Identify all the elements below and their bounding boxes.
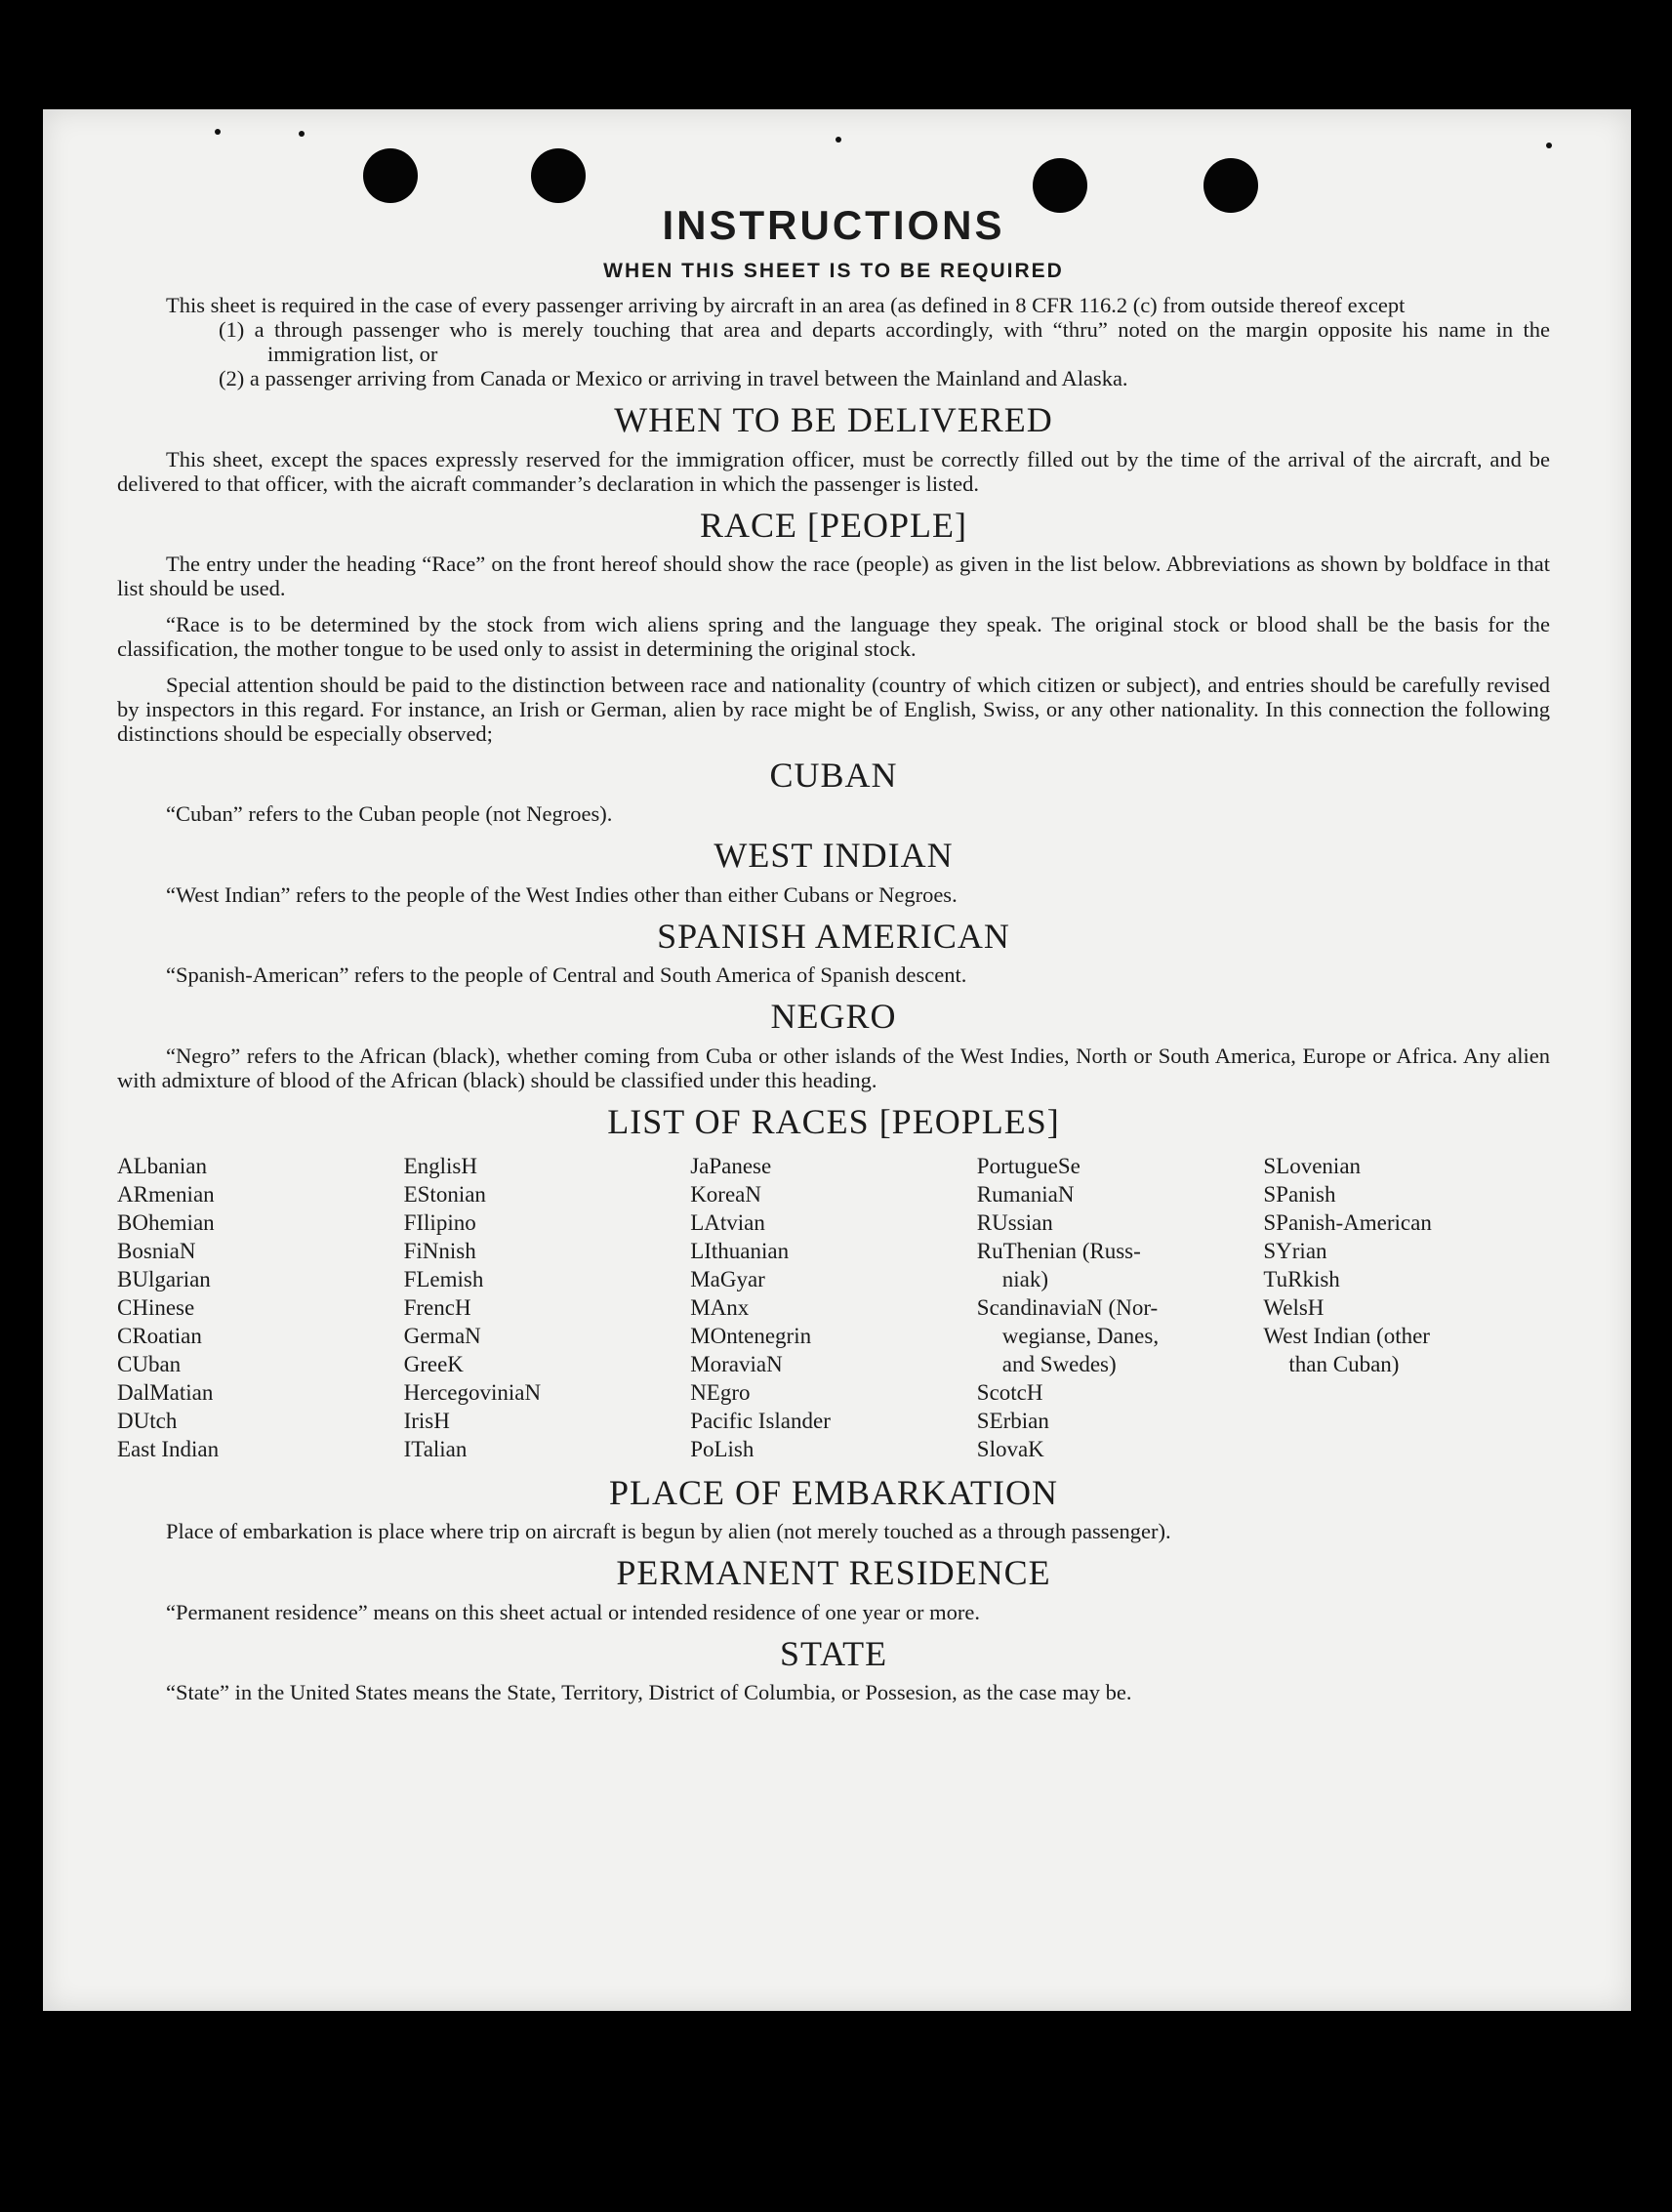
page-subtitle: WHEN THIS SHEET IS TO BE REQUIRED [603, 260, 1064, 283]
speck [215, 129, 221, 135]
section-heading-delivered: WHEN TO BE DELIVERED [614, 400, 1053, 440]
race-entry: SErbian [976, 1408, 1049, 1433]
section-heading-race: RACE [PEOPLE] [700, 505, 967, 545]
race-entry: WelsH [1263, 1294, 1325, 1320]
race-entry: LIthuanian [690, 1238, 790, 1263]
race-entry: IrisH [403, 1408, 450, 1433]
race-entry-continued: niak) [1001, 1266, 1049, 1291]
state-paragraph: “State” in the United States means the State, Territory, District of Columbia, or Possesion, as the case may be. [166, 1680, 1132, 1705]
race-entry: Pacific Islander [690, 1408, 831, 1433]
page-title: INSTRUCTIONS [662, 202, 1005, 248]
race-entry: SlovaK [976, 1436, 1044, 1461]
race-entry: DalMatian [117, 1379, 214, 1405]
race-entry-continued: and Swedes) [1001, 1351, 1117, 1376]
race-entry: DUtch [117, 1408, 178, 1433]
speck [1546, 143, 1552, 148]
negro-paragraph: “Negro” refers to the African (black), whether coming from Cuba or other islands of the West Indies, North or South America, Europe or Africa. Any alien with admixture of blood of the African (black) should be classified under this heading. [117, 1043, 1550, 1092]
race-entry: CRoatian [117, 1323, 202, 1348]
intro-paragraph: This sheet is required in the case of every passenger arriving by aircraft in an area (as defined in 8 CFR 116.2 (c) from outside thereof except [166, 293, 1406, 318]
exception-item: (1) a through passenger who is merely touching that area and departs accordingly, with “thru” noted on the margin opposite his name in the immigration list, or [219, 317, 1550, 367]
races-column [404, 1152, 691, 1463]
document-page [43, 109, 1631, 2011]
west-indian-paragraph: “West Indian” refers to the people of the West Indies other than either Cubans or Negroes. [166, 881, 958, 907]
race-entry-continued: wegianse, Danes, [1001, 1323, 1160, 1348]
race-entry: SLovenian [1263, 1153, 1362, 1178]
section-heading-cuban: CUBAN [769, 755, 898, 795]
race-entry: ITalian [403, 1436, 468, 1461]
delivered-paragraph: This sheet, except the spaces expressly reserved for the immigration officer, must be correctly filled out by the time of the arrival of the aircraft, and be delivered to that officer, with the aicraft commander’s declaration in which the passenger is listed. [117, 446, 1550, 496]
race-entry: CHinese [117, 1294, 195, 1320]
race-entry: GermaN [403, 1323, 481, 1348]
residence-paragraph: “Permanent residence” means on this sheet actual or intended residence of one year or more. [166, 1599, 981, 1624]
race-entry: West Indian (other [1263, 1323, 1430, 1348]
race-entry: CUban [117, 1351, 182, 1376]
race-entry: JaPanese [690, 1153, 772, 1178]
race-entry: EnglisH [403, 1153, 477, 1178]
race-entry: KoreaN [690, 1181, 761, 1207]
race-entry: FIlipino [403, 1209, 476, 1235]
race-entry: RumaniaN [976, 1181, 1075, 1207]
exception-item: (2) a passenger arriving from Canada or Mexico or arriving in travel between the Mainland and Alaska. [219, 366, 1128, 391]
races-column [117, 1152, 404, 1463]
race-entry: SYrian [1263, 1238, 1327, 1263]
punch-hole [531, 148, 586, 203]
race-entry: RuThenian (Russ- [976, 1238, 1141, 1263]
race-entry: BOhemian [117, 1209, 215, 1235]
races-list [117, 1152, 1550, 1463]
race-entry: BUlgarian [117, 1266, 211, 1291]
race-entry-continued: than Cuban) [1288, 1351, 1400, 1376]
race-paragraph: Special attention should be paid to the distinction between race and nationality (country of which citizen or subject), and entries should be carefully revised by inspectors in this regard. For instance, an Irish or German, alien by race might be of English, Swiss, or any other nationality. In this connection the following distinctions should be especially observed; [117, 672, 1550, 746]
race-entry: East Indian [117, 1436, 220, 1461]
race-entry: NEgro [690, 1379, 751, 1405]
section-heading-spanish-american: SPANISH AMERICAN [657, 916, 1010, 956]
races-column [690, 1152, 977, 1463]
race-entry: PoLish [690, 1436, 754, 1461]
speck [836, 137, 841, 143]
instructions-content [117, 203, 1550, 1704]
race-entry: SPanish-American [1263, 1209, 1432, 1235]
section-heading-negro: NEGRO [770, 997, 897, 1037]
spanish-american-paragraph: “Spanish-American” refers to the people of Central and South America of Spanish descent. [166, 963, 967, 988]
race-entry: HercegoviniaN [403, 1379, 542, 1405]
race-entry: BosniaN [117, 1238, 196, 1263]
race-entry: MaGyar [690, 1266, 765, 1291]
race-entry: FrencH [403, 1294, 471, 1320]
race-entry: SPanish [1263, 1181, 1336, 1207]
race-entry: PortugueSe [976, 1153, 1081, 1178]
race-paragraph: “Race is to be determined by the stock from wich aliens spring and the language they speak. The original stock or blood shall be the basis for the classification, the mother tongue to be used only to assist in determining the original stock. [117, 611, 1550, 661]
section-heading-west-indian: WEST INDIAN [714, 836, 954, 876]
race-entry: LAtvian [690, 1209, 765, 1235]
section-heading-embarkation: PLACE OF EMBARKATION [608, 1472, 1059, 1512]
race-paragraph: The entry under the heading “Race” on the front hereof should show the race (people) as given in the list below. Abbreviations as shown by boldface in that list should be used. [117, 551, 1550, 600]
section-heading-list: LIST OF RACES [PEOPLES] [607, 1101, 1060, 1141]
race-entry: MAnx [690, 1294, 750, 1320]
punch-hole [363, 148, 418, 203]
race-entry: ScotcH [976, 1379, 1043, 1405]
race-entry: GreeK [403, 1351, 464, 1376]
race-entry: FiNnish [403, 1238, 476, 1263]
race-entry: MOntenegrin [690, 1323, 812, 1348]
speck [299, 131, 305, 137]
race-entry: RUssian [976, 1209, 1053, 1235]
section-heading-state: STATE [779, 1633, 888, 1673]
race-entry: ARmenian [117, 1181, 215, 1207]
cuban-paragraph: “Cuban” refers to the Cuban people (not Negroes). [166, 801, 613, 827]
section-heading-residence: PERMANENT RESIDENCE [616, 1553, 1051, 1593]
race-entry: FLemish [403, 1266, 484, 1291]
race-entry: ALbanian [117, 1153, 207, 1178]
races-column [1263, 1152, 1550, 1463]
embarkation-paragraph: Place of embarkation is place where trip on aircraft is begun by alien (not merely touched as a through passenger). [166, 1519, 1171, 1544]
race-entry: TuRkish [1263, 1266, 1340, 1291]
race-entry: ScandinaviaN (Nor- [976, 1294, 1159, 1320]
race-entry: MoraviaN [690, 1351, 783, 1376]
races-column [977, 1152, 1264, 1463]
race-entry: EStonian [403, 1181, 486, 1207]
